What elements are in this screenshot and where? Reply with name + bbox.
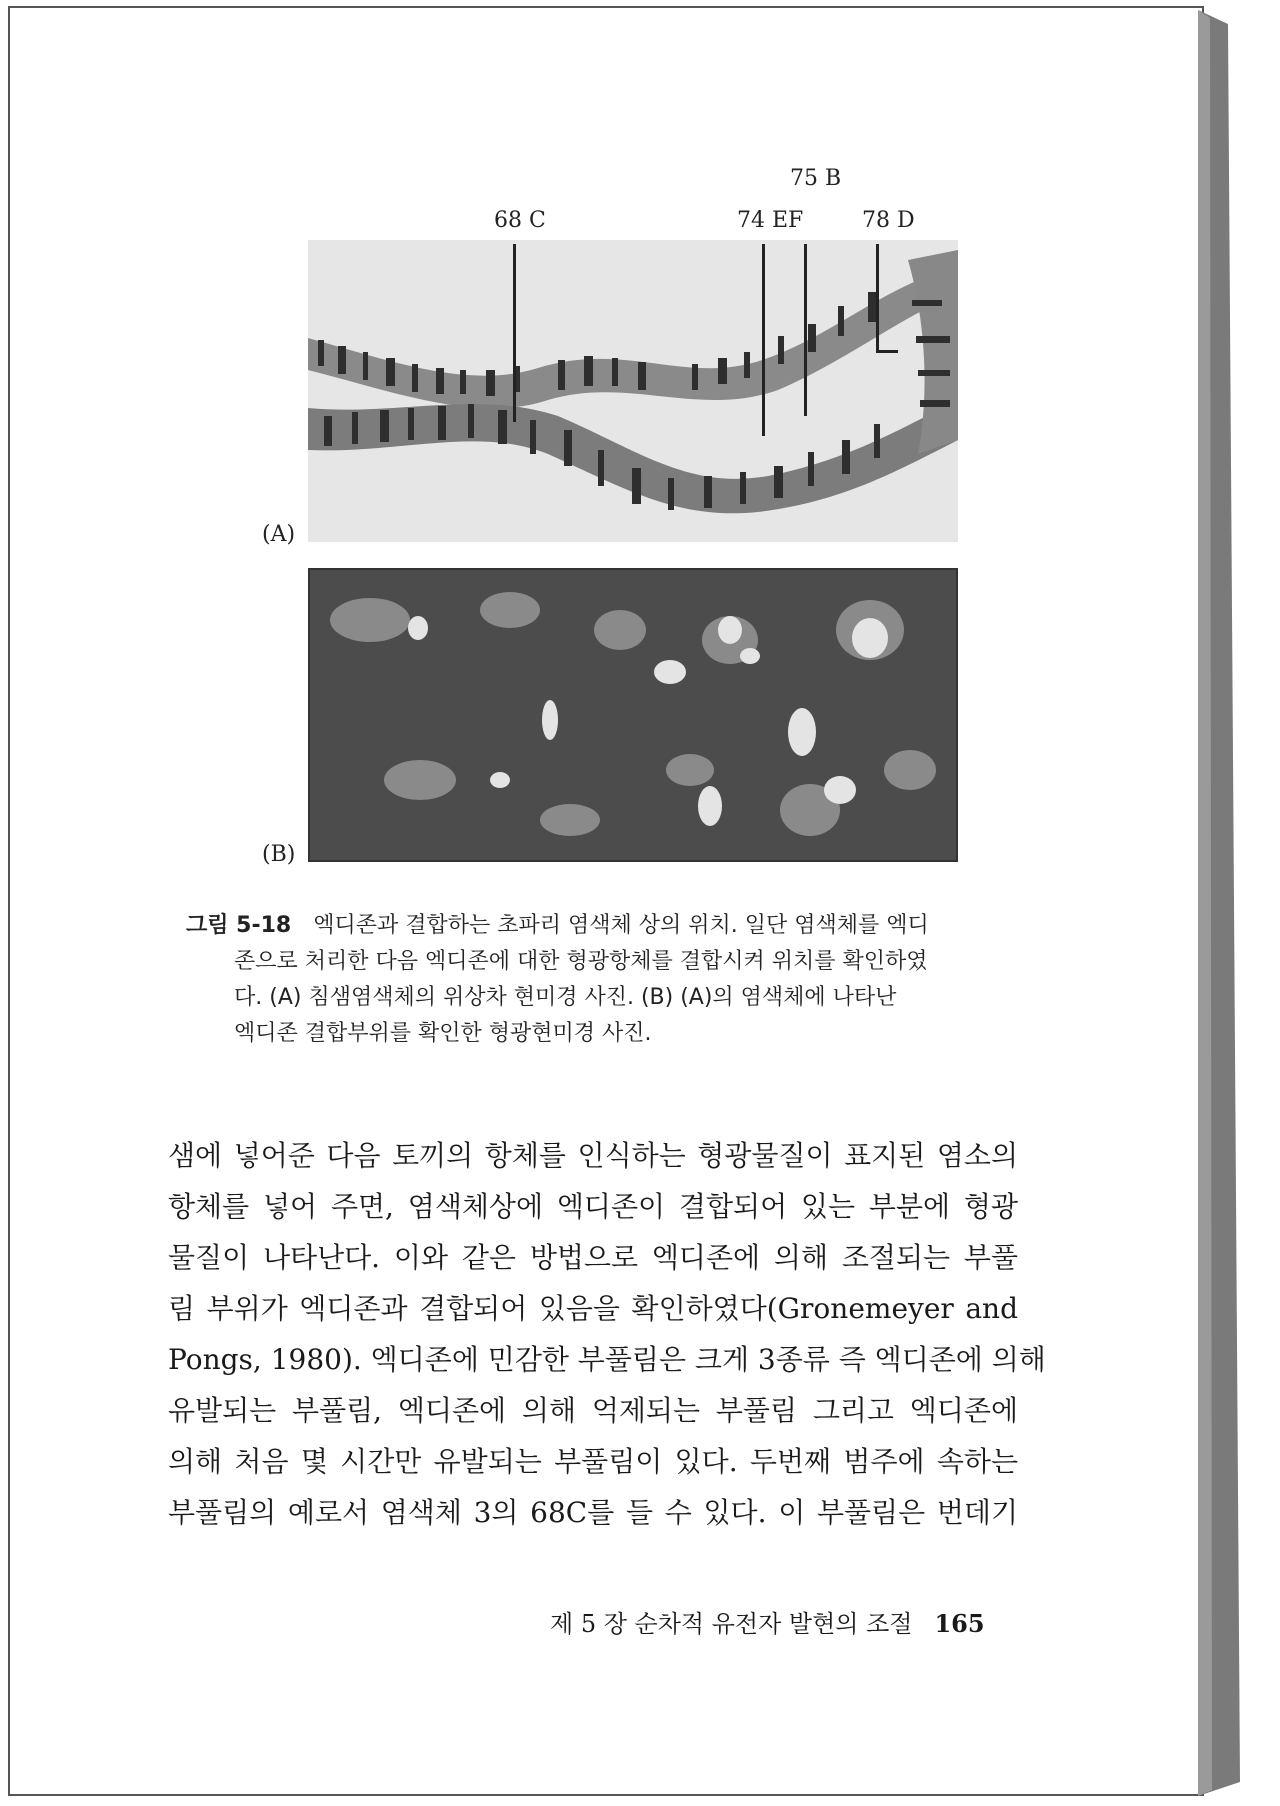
band-label-75b: 75 B [790,166,842,191]
fluorescence-illustration [310,570,956,860]
marker-line-75b [804,244,807,416]
caption-line: 다. (A) 침샘염색체의 위상차 현미경 사진. (B) (A)의 염색체에 나타난 [234,985,897,1010]
body-line: 부풀림의 예로서 염색체 3의 68C를 들 수 있다. 이 부풀림은 번데기 [168,1496,1018,1529]
figure-number: 그림 5-18 [186,913,292,938]
marker-tick-78d [876,350,898,353]
body-line: 의해 처음 몇 시간만 유발되는 부풀림이 있다. 두번째 범주에 속하는 [168,1445,1018,1478]
caption-line: 엑디존 결합부위를 확인한 형광현미경 사진. [234,1021,652,1046]
band-label-68c: 68 C [494,208,546,233]
chapter-title: 제 5 장 순차적 유전자 발현의 조절 [550,1610,913,1638]
caption-text: 엑디존과 결합하는 초파리 염색체 상의 위치. 일단 염색체를 엑디 [313,913,929,938]
body-line: 림 부위가 엑디존과 결합되어 있음을 확인하였다(Gronemeyer and [168,1292,1018,1325]
page-number: 165 [934,1609,985,1638]
page-footer [550,1604,985,1639]
page-edge-decoration [1198,10,1240,1796]
band-label-74ef: 74 EF [737,208,804,233]
caption-line: 존으로 처리한 다음 엑디존에 대한 형광항체를 결합시켜 위치를 확인하였 [234,949,928,974]
phase-contrast-chromosome-photo [308,240,958,542]
panel-label-b: (B) [262,842,296,867]
body-paragraph [168,1130,1046,1538]
body-line: Pongs, 1980). 엑디존에 민감한 부풀림은 크게 3종류 즉 엑디존에 의해 [168,1343,1046,1376]
band-label-78d: 78 D [862,208,915,233]
marker-line-68c [513,244,516,422]
fluorescence-micrograph [308,568,958,862]
body-line: 샘에 넣어준 다음 토끼의 항체를 인식하는 형광물질이 표지된 염소의 [168,1139,1018,1172]
body-line: 유발되는 부풀림, 엑디존에 의해 억제되는 부풀림 그리고 엑디존에 [168,1394,1018,1427]
caption-line [186,908,1031,944]
body-line: 항체를 넣어 주면, 염색체상에 엑디존이 결합되어 있는 부분에 형광 [168,1190,1018,1223]
figure-caption [186,908,1031,1052]
panel-label-a: (A) [262,522,296,547]
marker-line-74ef [762,244,765,436]
marker-line-78d [876,244,879,352]
chromosome-illustration [308,240,958,542]
body-line: 물질이 나타난다. 이와 같은 방법으로 엑디존에 의해 조절되는 부풀 [168,1241,1018,1274]
